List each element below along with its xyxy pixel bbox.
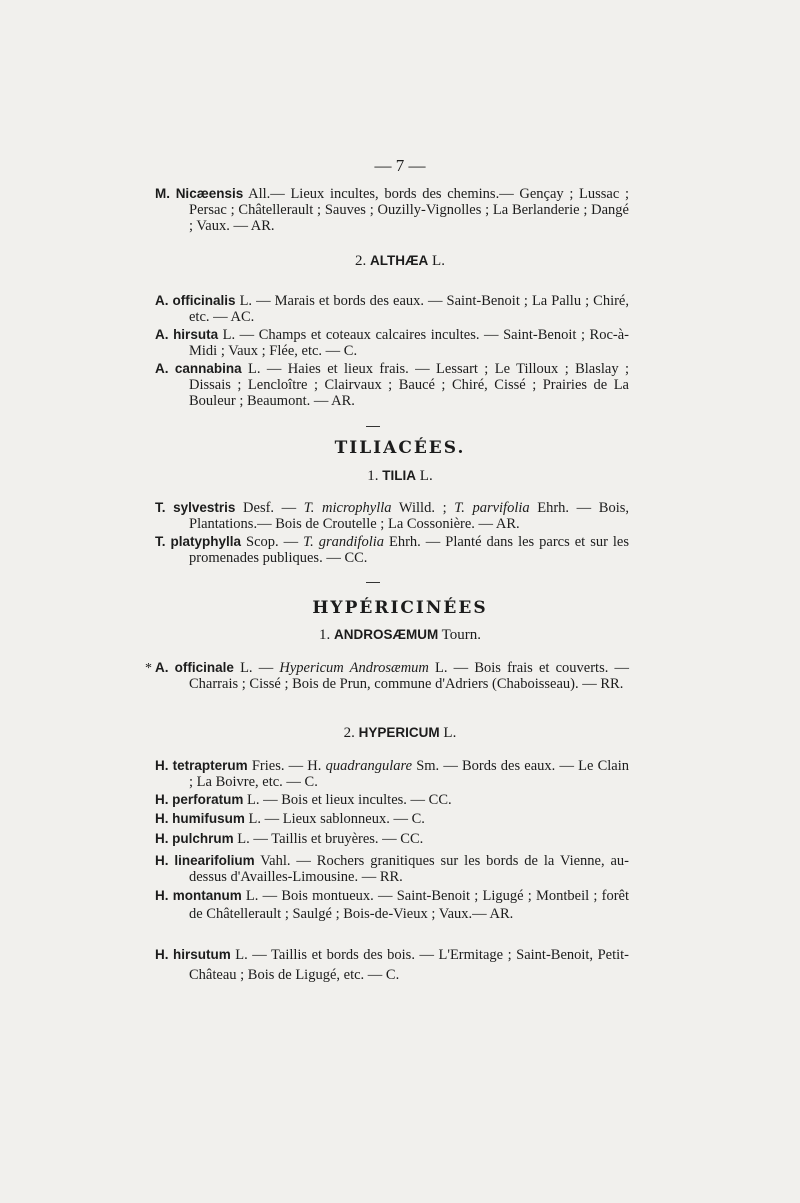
species-author: Scop. — <box>241 534 304 550</box>
species-entry <box>155 811 629 827</box>
genus-abbrev: M. <box>155 186 170 201</box>
genus-abbrev: A. <box>155 660 169 675</box>
genus-heading <box>0 725 800 742</box>
synonym: T. microphylla <box>303 500 392 516</box>
species-name: hirsutum <box>173 947 231 962</box>
species-author: L. — <box>233 660 280 676</box>
genus-name: ANDROSÆMUM <box>333 627 439 642</box>
synonym: Hypericum Androsæmum <box>279 660 429 676</box>
species-description: Vahl. — Rochers granitiques sur les bords de la Vienne, au-dessus d'Availles-Limousine. — RR. <box>189 853 630 885</box>
species-entry <box>155 361 629 409</box>
species-entry <box>155 887 629 923</box>
species-entry <box>155 758 629 790</box>
species-description: L. — Bois et lieux incultes. — CC. <box>243 792 452 808</box>
genus-abbrev: A. <box>155 293 169 308</box>
family-heading: HYPÉRICINÉES <box>312 598 488 618</box>
species-name: Nicæensis <box>175 186 244 201</box>
synonym: quadrangulare <box>325 758 413 774</box>
species-name: tetrapterum <box>172 758 248 773</box>
genus-abbrev: H. <box>155 888 169 903</box>
species-description: L. — Taillis et bords des bois. — L'Ermitage ; Saint-Benoit, Petit-Château ; Bois de Ligugé, etc. — C. <box>189 947 629 983</box>
synonym: T. grandifolia <box>303 534 384 550</box>
separator-dash <box>366 582 380 583</box>
genus-number: 1. <box>318 627 331 643</box>
species-name: sylvestris <box>173 500 236 515</box>
species-description: L. — Taillis et bruyères. — CC. <box>233 831 424 847</box>
species-description: L. — Lieux sablonneux. — C. <box>244 811 425 827</box>
introduced-marker: * <box>145 661 152 676</box>
species-description: L. — Bois frais et couverts. — Charrais ; Cissé ; Bois de Prun, commune d'Adriers (Chaboisseau). — RR. <box>189 660 629 692</box>
species-entry <box>155 660 629 692</box>
species-entry <box>155 186 629 234</box>
genus-number: 2. <box>343 725 355 741</box>
species-name: humifusum <box>172 811 245 826</box>
synonym-author: Willd. ; <box>391 500 455 516</box>
species-entry <box>155 831 629 847</box>
genus-abbrev: T. <box>155 534 166 549</box>
species-entry <box>155 792 629 808</box>
species-entry <box>155 945 629 985</box>
species-name: hirsuta <box>173 327 219 342</box>
species-name: cannabina <box>174 361 242 376</box>
genus-abbrev: H. <box>155 831 169 846</box>
genus-author: L. <box>416 468 433 484</box>
species-description: All.— Lieux incultes, bords des chemins.— Gençay ; Lussac ; Persac ; Châtellerault ; Sauves ; Ouzilly-Vignolles ; La Berlanderie ; Dangé ; Vaux. — AR. <box>189 186 630 234</box>
genus-abbrev: A. <box>155 327 169 342</box>
species-name: officinale <box>174 660 234 675</box>
page-number: — 7 — <box>374 156 426 175</box>
genus-heading <box>0 627 800 644</box>
genus-heading <box>0 253 800 270</box>
species-name: perforatum <box>172 792 244 807</box>
species-entry <box>155 500 629 532</box>
genus-name: TILIA <box>382 468 417 483</box>
genus-abbrev: H. <box>155 758 169 773</box>
genus-abbrev: H. <box>155 792 169 807</box>
genus-abbrev: A. <box>155 361 169 376</box>
family-heading: TILIACÉES. <box>334 438 466 458</box>
species-entry <box>155 327 629 359</box>
genus-abbrev: T. <box>155 500 166 515</box>
genus-author: L. <box>428 253 445 269</box>
species-name: montanum <box>172 888 242 903</box>
species-description: Ehrh. — Bois, Plantations.— Bois de Croutelle ; La Cossonière. — AR. <box>189 500 629 532</box>
species-description: L. — Haies et lieux frais. — Lessart ; Le Tilloux ; Blaslay ; Dissais ; Lencloître ; Clairvaux ; Baucé ; Chiré, Cissé ; Prairies de La Bouleur ; Beaumont. — AR. <box>189 361 630 409</box>
species-author: Desf. — <box>235 500 304 516</box>
species-entry <box>155 293 629 325</box>
species-entry <box>155 534 629 566</box>
genus-name: HYPERICUM <box>358 725 440 740</box>
species-name: pulchrum <box>172 831 234 846</box>
species-name: platyphylla <box>170 534 242 549</box>
genus-number: 2. <box>355 253 367 269</box>
genus-abbrev: H. <box>155 853 169 868</box>
genus-name: ALTHÆA <box>370 253 429 268</box>
species-name: officinalis <box>172 293 236 308</box>
synonym: T. parvifolia <box>454 500 530 516</box>
species-description: L. — Bois montueux. — Saint-Benoit ; Ligugé ; Montbeil ; forêt de Châtellerault ; Saulgé ; Bois-de-Vieux ; Vaux.— AR. <box>189 888 630 922</box>
genus-abbrev: H. <box>155 811 169 826</box>
genus-heading <box>0 468 800 485</box>
species-author: Fries. — H. <box>247 758 326 774</box>
species-description: L. — Marais et bords des eaux. — Saint-Benoit ; La Pallu ; Chiré, etc. — AC. <box>189 293 629 325</box>
species-entry <box>155 853 629 885</box>
species-description: Sm. — Bords des eaux. — Le Clain ; La Boivre, etc. — C. <box>189 758 629 790</box>
species-name: linearifolium <box>174 853 255 868</box>
genus-number: 1. <box>367 468 379 484</box>
separator-dash <box>366 426 380 427</box>
genus-author: Tourn. <box>438 627 482 643</box>
species-description: Ehrh. — Planté dans les parcs et sur les promenades publiques. — CC. <box>189 534 630 566</box>
species-description: L. — Champs et coteaux calcaires incultes. — Saint-Benoit ; Roc-à-Midi ; Vaux ; Flée, etc. — C. <box>189 327 629 359</box>
genus-author: L. <box>439 725 457 741</box>
genus-abbrev: H. <box>155 947 169 962</box>
